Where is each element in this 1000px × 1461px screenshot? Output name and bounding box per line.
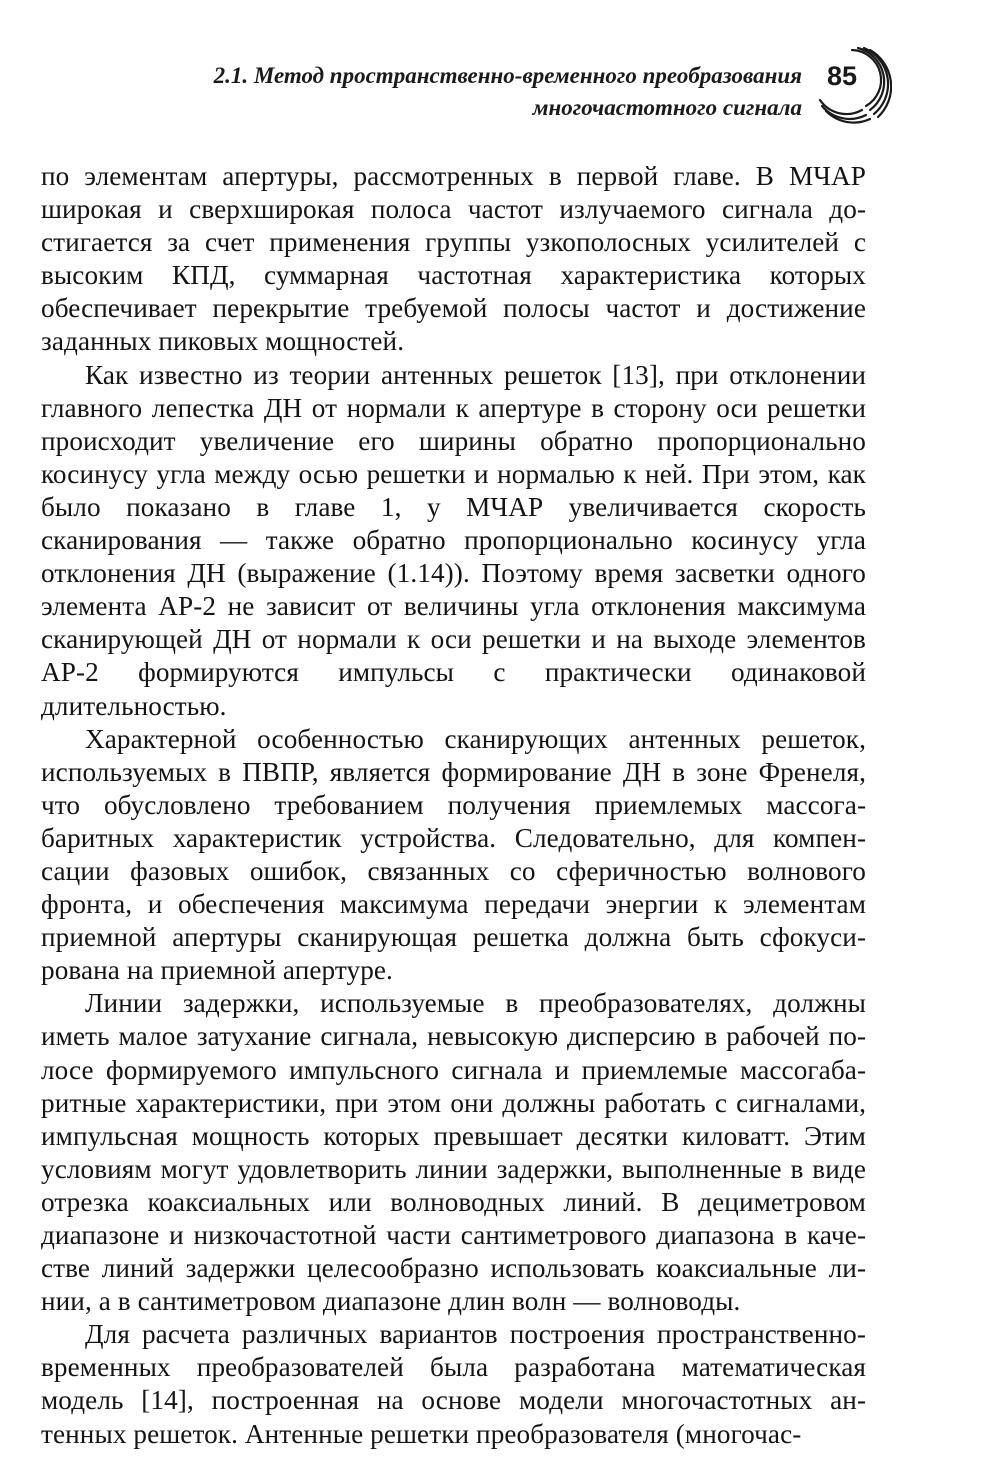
paragraph: по элементам апертуры, рассмотренных в первой главе. В МЧАР широкая и сверхширокая полоса частот излучаемого сигнала достигается за счет применения группы узкополосных усилителей с высоким КПД, суммарная частотная характеристика которых обеспечивает перекрытие требуемой полосы частот и достижение заданных пиковых мощностей. bbox=[41, 161, 866, 357]
page-number: 85 bbox=[826, 61, 858, 91]
page-number-badge bbox=[812, 44, 892, 124]
paragraph: Для расчета различных вариантов построения пространственно-временных преобразователей была разработана математическая модель [14], построенная на основе модели многочастотных антенных решеток. Антенные решетки преобразователя (многочас- bbox=[41, 1319, 866, 1449]
paragraph: Линии задержки, используемые в преобразователях, должны иметь малое затухание сигнала, невысокую дисперсию в рабочей полосе формируемого импульсного сигнала и приемлемые массогабаритные характеристики, при этом они должны работать с сигналами, импульсная мощность которых превышает десятки киловатт. Этим условиям могут удовлетворить линии задержки, выполненные в виде отрезка коаксиальных или волноводных линий. В дециметровом диапазоне и низкочастотной части сантиметрового диапазона в качестве линий задержки целесообразно использовать коаксиальные линии, а в сантиметровом диапазоне длин волн — волноводы. bbox=[41, 988, 866, 1317]
running-title-line-2: многочастотного сигнала bbox=[532, 95, 802, 120]
paragraph: Как известно из теории антенных решеток [13], при отклонении главного лепестка ДН от нормали к апертуре в сторону оси решетки происходит увеличение его ширины обратно пропорционально косинусу угла между осью решетки и нормалью к ней. При этом, как было показано в главе 1, у МЧАР увеличивается скорость сканирования — также обратно пропорционально косинусу угла отклонения ДН (выражение (1.14)). Поэтому время засветки одного элемента АР-2 не зависит от величины угла отклонения максимума сканирующей ДН от нормали к оси решетки и на выходе элементов АР-2 формируются импульсы с практически одинаковой длительностью. bbox=[41, 359, 866, 721]
running-title-line-1: 2.1. Метод пространственно-временного преобразования bbox=[213, 63, 802, 88]
body-text bbox=[41, 160, 866, 1451]
paragraph: Характерной особенностью сканирующих антенных решеток, используемых в ПВПР, является формирование ДН в зоне Френеля, что обусловлено требованием получения приемлемых массогабаритных характеристик устройства. Следовательно, для компенсации фазовых ошибок, связанных со сферичностью волнового фронта, и обеспечения максимума передачи энергии к элементам приемной апертуры сканирующая решетка должна быть сфокусирована на приемной апертуре. bbox=[41, 723, 866, 986]
running-header bbox=[150, 60, 802, 124]
